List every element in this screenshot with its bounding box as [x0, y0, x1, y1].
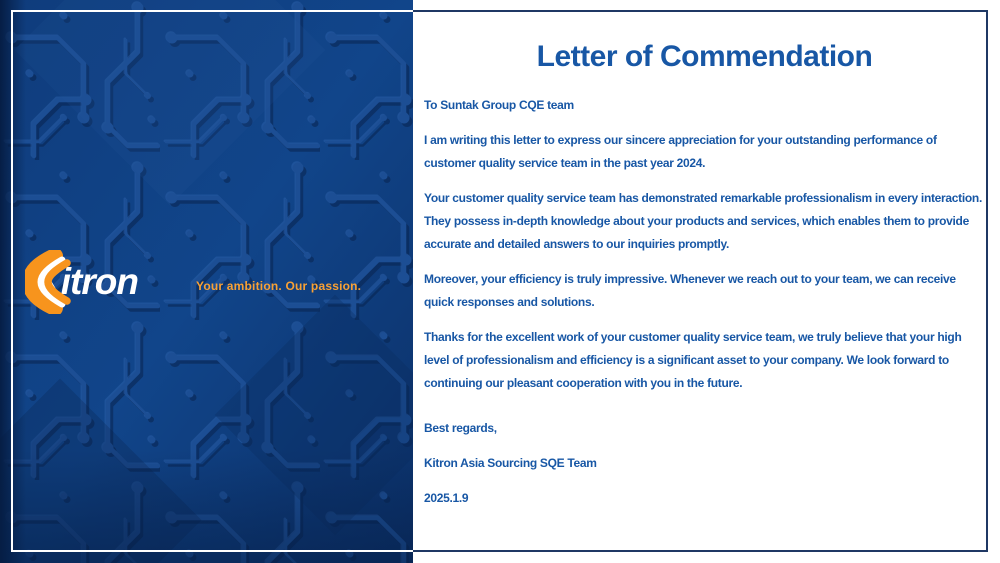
letter-paragraph: Your customer quality service team has demonstrated remarkable professionalism in every interaction. They possess in-depth knowledge about your products and services, which enables them to provide accurate and detailed answers to our inquiries promptly. [424, 191, 982, 251]
kitron-wordmark: Kitron [35, 261, 138, 302]
circuit-panel [0, 0, 413, 563]
letter-paragraph: Moreover, your efficiency is truly impressive. Whenever we reach out to your team, we can receive quick responses and solutions. [424, 272, 956, 309]
letter-paragraph: Thanks for the excellent work of your customer quality service team, we truly believe that your high level of professionalism and efficiency is a significant asset to your company. We look forward to continuing our pleasant cooperation with you in the future. [424, 330, 962, 390]
letter-date: 2025.1.9 [424, 491, 469, 505]
kitron-chevron-mark-icon [25, 250, 71, 314]
kitron-tagline: Your ambition. Our passion. [196, 279, 362, 293]
letter-salutation: To Suntak Group CQE team [424, 98, 574, 112]
letter-body [424, 94, 985, 522]
letter-title: Letter of Commendation [536, 40, 873, 73]
letter-signature: Kitron Asia Sourcing SQE Team [424, 456, 597, 470]
kitron-logo [25, 250, 138, 314]
letter-paragraph: I am writing this letter to express our sincere appreciation for your outstanding performance of customer quality service team in the past year 2024. [424, 133, 937, 170]
letter-closing: Best regards, [424, 421, 497, 435]
